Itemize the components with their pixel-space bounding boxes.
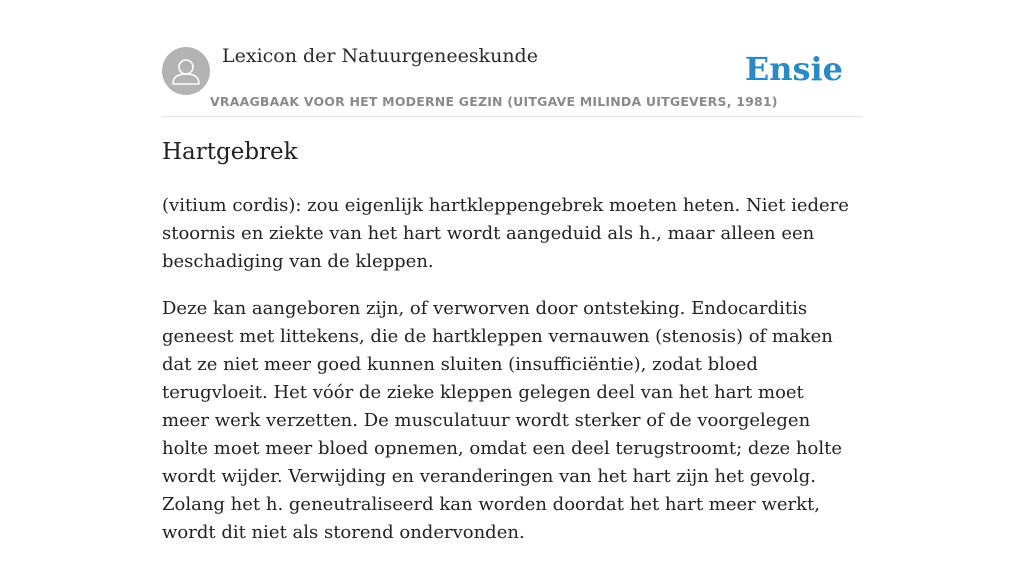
user-silhouette-icon bbox=[162, 47, 210, 95]
entry-title: Hartgebrek bbox=[162, 139, 298, 165]
source-title[interactable]: Lexicon der Natuurgeneeskunde bbox=[222, 45, 538, 67]
entry-paragraph: (vitium cordis): zou eigenlijk hartkleppengebrek moeten heten. Niet iedere stoornis en ziekte van het hart wordt aangeduid als h., maar alleen een beschadiging van de kleppen. bbox=[162, 195, 849, 272]
source-header bbox=[162, 44, 862, 117]
entry-paragraph: Deze kan aangeboren zijn, of verworven door ontsteking. Endocarditis geneest met littekens, die de hartkleppen vernauwen (stenosis) of maken dat ze niet meer goed kunnen sluiten (insufficiëntie), zodat bloed terugvloeit. Het vóór de zieke kleppen gelegen deel van het hart moet meer werk verzetten. De musculatuur wordt sterker of de voorgelegen holte moet meer bloed opnemen, omdat een deel terugstroomt; deze holte wordt wijder. Verwijding en veranderingen van het hart zijn het gevolg. Zolang het h. geneutraliseerd kan worden doordat het hart meer werkt, wordt dit niet als storend ondervonden. bbox=[162, 298, 842, 543]
source-subtitle: VRAAGBAAK VOOR HET MODERNE GEZIN (UITGAVE MILINDA UITGEVERS, 1981) bbox=[210, 94, 778, 109]
entry-body bbox=[162, 192, 852, 566]
ensie-logo-link[interactable]: Ensie bbox=[744, 50, 843, 88]
